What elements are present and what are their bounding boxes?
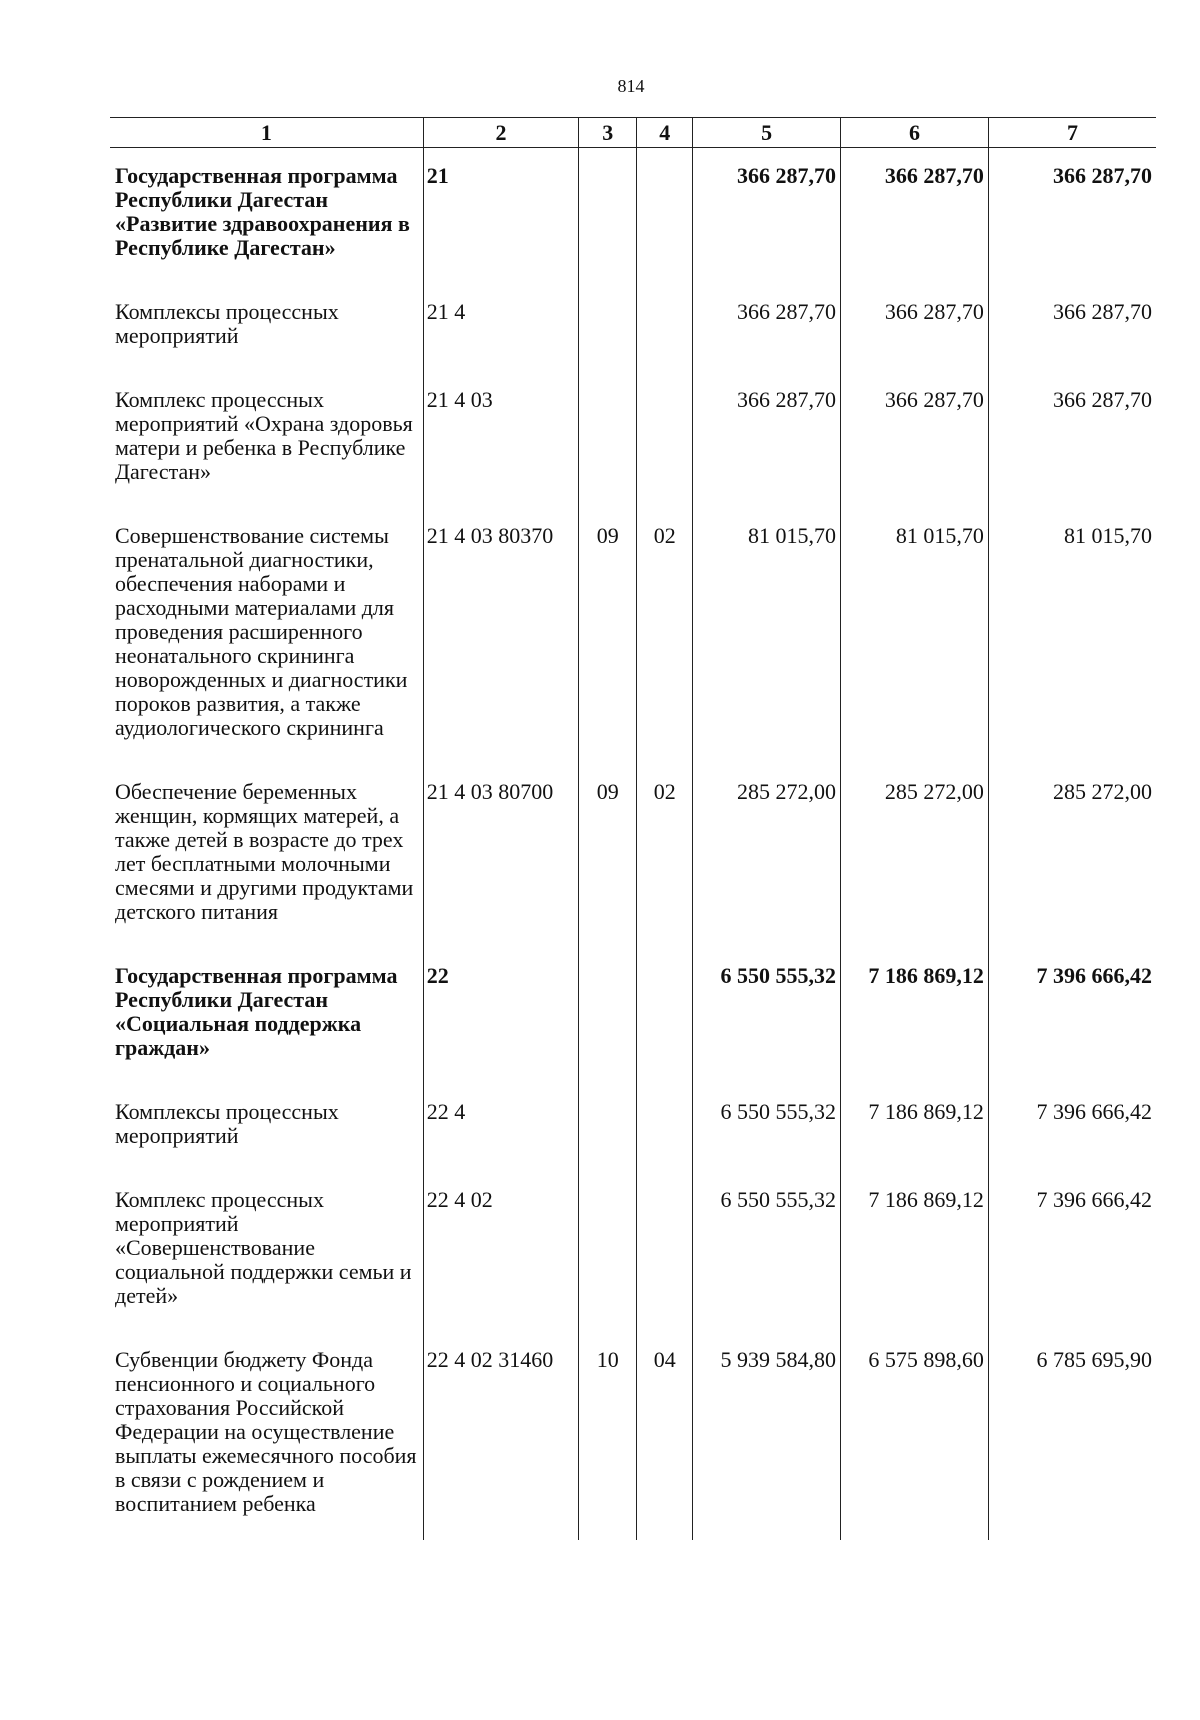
row-code: 21 bbox=[423, 148, 579, 285]
row-code: 21 4 03 80700 bbox=[423, 764, 579, 948]
row-amount-5: 366 287,70 bbox=[693, 284, 841, 372]
row-amount-7: 81 015,70 bbox=[988, 508, 1156, 764]
table-row bbox=[110, 284, 1156, 372]
row-name: Комплекс процессных мероприятий «Совершенствование социальной поддержки семьи и детей» bbox=[115, 1187, 412, 1308]
row-code: 22 bbox=[423, 948, 579, 1084]
row-subsection: 02 bbox=[637, 764, 693, 948]
row-amount-7: 7 396 666,42 bbox=[988, 948, 1156, 1084]
budget-table bbox=[110, 117, 1156, 1540]
row-amount-5: 366 287,70 bbox=[693, 148, 841, 285]
row-amount-6: 81 015,70 bbox=[841, 508, 989, 764]
row-amount-5: 6 550 555,32 bbox=[693, 1084, 841, 1172]
row-name: Государственная программа Республики Дагестан «Социальная поддержка граждан» bbox=[115, 963, 398, 1060]
row-section: 10 bbox=[579, 1332, 637, 1540]
col-header-5: 5 bbox=[693, 118, 841, 148]
row-amount-7: 7 396 666,42 bbox=[988, 1172, 1156, 1332]
row-code: 22 4 02 31460 bbox=[423, 1332, 579, 1540]
col-header-4: 4 bbox=[637, 118, 693, 148]
row-subsection: 02 bbox=[637, 508, 693, 764]
row-code: 22 4 02 bbox=[423, 1172, 579, 1332]
col-header-6: 6 bbox=[841, 118, 989, 148]
row-amount-6: 6 575 898,60 bbox=[841, 1332, 989, 1540]
header-row bbox=[110, 118, 1156, 148]
row-code: 21 4 03 bbox=[423, 372, 579, 508]
row-section bbox=[579, 284, 637, 372]
row-name: Комплекс процессных мероприятий «Охрана здоровья матери и ребенка в Республике Дагестан» bbox=[115, 387, 413, 484]
col-header-2: 2 bbox=[423, 118, 579, 148]
row-amount-5: 81 015,70 bbox=[693, 508, 841, 764]
row-name: Комплексы процессных мероприятий bbox=[115, 1099, 339, 1148]
row-name: Совершенствование системы пренатальной диагностики, обеспечения наборами и расходными материалами для проведения расширенного неонатального скрининга новорожденных и диагностики пороков развития, а также аудиологического скрининга bbox=[115, 523, 408, 740]
row-name: Государственная программа Республики Дагестан «Развитие здравоохранения в Республике Дагестан» bbox=[115, 163, 410, 260]
row-amount-5: 6 550 555,32 bbox=[693, 1172, 841, 1332]
table-row bbox=[110, 948, 1156, 1084]
row-amount-5: 366 287,70 bbox=[693, 372, 841, 508]
table-row bbox=[110, 508, 1156, 764]
row-amount-6: 366 287,70 bbox=[841, 148, 989, 285]
row-subsection bbox=[637, 948, 693, 1084]
row-section: 09 bbox=[579, 764, 637, 948]
col-header-7: 7 bbox=[988, 118, 1156, 148]
row-section bbox=[579, 948, 637, 1084]
row-section bbox=[579, 1172, 637, 1332]
row-code: 22 4 bbox=[423, 1084, 579, 1172]
row-amount-6: 7 186 869,12 bbox=[841, 1172, 989, 1332]
row-code: 21 4 03 80370 bbox=[423, 508, 579, 764]
row-amount-5: 6 550 555,32 bbox=[693, 948, 841, 1084]
row-amount-7: 7 396 666,42 bbox=[988, 1084, 1156, 1172]
row-section bbox=[579, 1084, 637, 1172]
table-row bbox=[110, 1332, 1156, 1540]
row-name: Комплексы процессных мероприятий bbox=[115, 299, 339, 348]
col-header-3: 3 bbox=[579, 118, 637, 148]
row-amount-5: 5 939 584,80 bbox=[693, 1332, 841, 1540]
table-row bbox=[110, 764, 1156, 948]
row-amount-5: 285 272,00 bbox=[693, 764, 841, 948]
row-amount-6: 7 186 869,12 bbox=[841, 948, 989, 1084]
row-amount-6: 7 186 869,12 bbox=[841, 1084, 989, 1172]
row-name: Субвенции бюджету Фонда пенсионного и социального страхования Российской Федерации на осуществление выплаты ежемесячного пособия в связи с рождением и воспитанием ребенка bbox=[115, 1347, 417, 1516]
row-code: 21 4 bbox=[423, 284, 579, 372]
table-row bbox=[110, 1172, 1156, 1332]
row-amount-6: 366 287,70 bbox=[841, 372, 989, 508]
row-amount-7: 366 287,70 bbox=[988, 148, 1156, 285]
row-subsection: 04 bbox=[637, 1332, 693, 1540]
row-section: 09 bbox=[579, 508, 637, 764]
row-amount-6: 366 287,70 bbox=[841, 284, 989, 372]
row-subsection bbox=[637, 1172, 693, 1332]
table-row bbox=[110, 372, 1156, 508]
row-subsection bbox=[637, 372, 693, 508]
row-amount-7: 366 287,70 bbox=[988, 372, 1156, 508]
table-row bbox=[110, 148, 1156, 285]
table-row bbox=[110, 1084, 1156, 1172]
col-header-1: 1 bbox=[110, 118, 423, 148]
row-subsection bbox=[637, 148, 693, 285]
row-subsection bbox=[637, 1084, 693, 1172]
page-number: 814 bbox=[617, 76, 645, 96]
row-section bbox=[579, 148, 637, 285]
row-amount-6: 285 272,00 bbox=[841, 764, 989, 948]
row-amount-7: 285 272,00 bbox=[988, 764, 1156, 948]
row-name: Обеспечение беременных женщин, кормящих матерей, а также детей в возрасте до трех лет бесплатными молочными смесями и другими продуктами детского питания bbox=[115, 779, 414, 924]
row-amount-7: 366 287,70 bbox=[988, 284, 1156, 372]
row-amount-7: 6 785 695,90 bbox=[988, 1332, 1156, 1540]
row-subsection bbox=[637, 284, 693, 372]
row-section bbox=[579, 372, 637, 508]
